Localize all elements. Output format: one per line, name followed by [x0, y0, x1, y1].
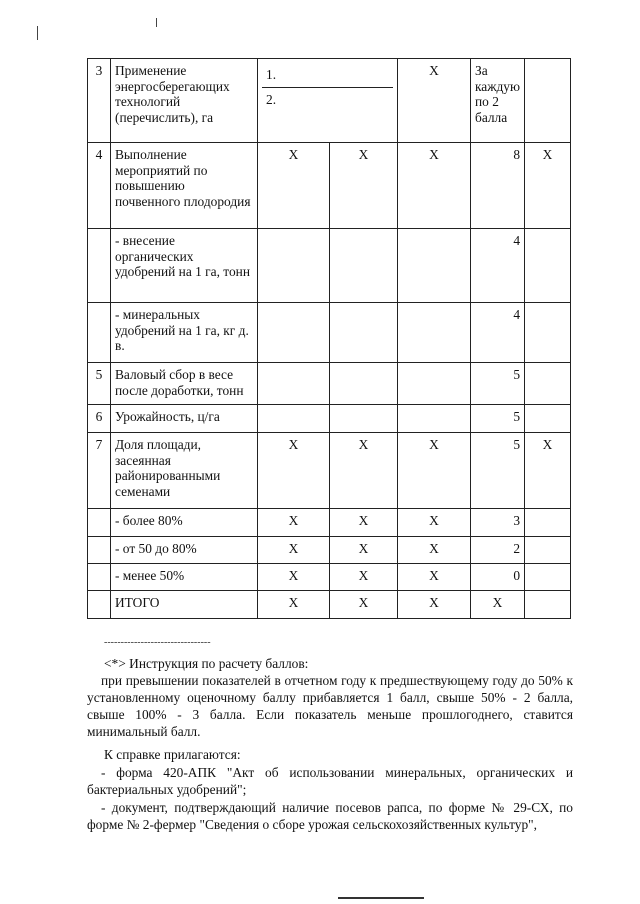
- empty-cell: [330, 229, 398, 303]
- empty-cell: [525, 303, 571, 363]
- score-cell: 5: [471, 433, 525, 509]
- indicator-name: Валовый сбор в весе после доработки, тонн: [111, 363, 258, 405]
- footnote-body: при превышении показателей в отчетном году к предшествующему году до 50% к установленному оценочному баллу прибавляется 1 балл, свыше 50% - 2 балла, свыше 100% - 3 балла. Если показатель меньше прошлогоднего, ставится минимальный балл.: [87, 673, 573, 739]
- indicator-name: Урожайность, ц/га: [111, 405, 258, 433]
- cell-x: X: [330, 537, 398, 564]
- cell-x: X: [398, 564, 471, 591]
- indicator-name: - более 80%: [111, 509, 258, 537]
- empty-cell: [330, 363, 398, 405]
- empty-cell: [525, 509, 571, 537]
- cell-x: X: [525, 433, 571, 509]
- indicator-name: ИТОГО: [111, 591, 258, 619]
- cell-x: X: [330, 591, 398, 619]
- scan-mark-top: [156, 18, 157, 27]
- empty-cell: [525, 405, 571, 433]
- cell-x: X: [258, 537, 330, 564]
- cell-x: X: [258, 564, 330, 591]
- cell-x: X: [471, 591, 525, 619]
- empty-cell: [258, 303, 330, 363]
- row-number: [88, 591, 111, 619]
- cell-x: X: [330, 564, 398, 591]
- cell-x: X: [258, 509, 330, 537]
- row-number: 6: [88, 405, 111, 433]
- technology-list-cell: [258, 59, 398, 143]
- empty-cell: [258, 405, 330, 433]
- footnote-separator: --------------------------------: [104, 637, 211, 648]
- row-number: 5: [88, 363, 111, 405]
- indicator-name: - внесение органических удобрений на 1 га, тонн: [111, 229, 258, 303]
- empty-cell: [398, 405, 471, 433]
- table-row: [88, 564, 571, 591]
- cell-x: X: [398, 143, 471, 229]
- table-row: [88, 591, 571, 619]
- scan-mark-left: [37, 26, 38, 40]
- indicator-name: Доля площади, засеянная районированными семенами: [111, 433, 258, 509]
- empty-cell: [330, 405, 398, 433]
- score-cell: 4: [471, 303, 525, 363]
- row-number: 3: [88, 59, 111, 143]
- cell-x: X: [398, 433, 471, 509]
- table-row: [88, 537, 571, 564]
- table-row: [88, 509, 571, 537]
- indicator-name: - от 50 до 80%: [111, 537, 258, 564]
- row-number: 4: [88, 143, 111, 229]
- attachment-item-1: - форма 420-АПК "Акт об использовании минеральных, органических и бактериальных удобрений";: [87, 765, 573, 797]
- cell-x: X: [258, 591, 330, 619]
- score-cell: 5: [471, 363, 525, 405]
- score-cell: 4: [471, 229, 525, 303]
- row-number: [88, 509, 111, 537]
- empty-cell: [525, 229, 571, 303]
- row-number: [88, 303, 111, 363]
- table-row: [88, 143, 571, 229]
- technology-item-1: 1.: [266, 67, 277, 82]
- technology-item-2: 2.: [262, 87, 393, 127]
- score-cell: 0: [471, 564, 525, 591]
- empty-cell: [398, 303, 471, 363]
- indicator-name: Применение энергосберегающих технологий (перечислить), га: [111, 59, 258, 143]
- cell-x: X: [398, 591, 471, 619]
- cell-x: X: [258, 143, 330, 229]
- footnote-title: <*> Инструкция по расчету баллов:: [104, 656, 309, 671]
- score-cell: За каждую по 2 балла: [471, 59, 525, 143]
- empty-cell: [525, 564, 571, 591]
- table-row: [88, 433, 571, 509]
- table-row: [88, 363, 571, 405]
- score-cell: 2: [471, 537, 525, 564]
- empty-cell: [525, 363, 571, 405]
- row-number: [88, 229, 111, 303]
- empty-cell: [258, 229, 330, 303]
- attachment-item-2: - документ, подтверждающий наличие посевов рапса, по форме № 29-СХ, по форме № 2-фермер "Сведения о сборе урожая сельскохозяйственных культур",: [87, 800, 573, 832]
- cell-x: X: [525, 143, 571, 229]
- footnote-text: [87, 672, 573, 740]
- row-number: [88, 564, 111, 591]
- cell-x: X: [398, 509, 471, 537]
- cell-x: X: [330, 433, 398, 509]
- empty-cell: [398, 363, 471, 405]
- indicator-name: Выполнение мероприятий по повышению почвенного плодородия: [111, 143, 258, 229]
- indicator-name: - менее 50%: [111, 564, 258, 591]
- score-cell: 5: [471, 405, 525, 433]
- table-row: [88, 229, 571, 303]
- empty-cell: [330, 303, 398, 363]
- cell-x: X: [330, 509, 398, 537]
- cell-x: X: [398, 537, 471, 564]
- row-number: 7: [88, 433, 111, 509]
- cell-x: X: [330, 143, 398, 229]
- attachments-title: К справке прилагаются:: [104, 747, 241, 762]
- empty-cell: [525, 537, 571, 564]
- empty-cell: [258, 363, 330, 405]
- empty-cell: [525, 591, 571, 619]
- scoring-table: [87, 58, 571, 619]
- cell-x: X: [398, 59, 471, 143]
- empty-cell: [398, 229, 471, 303]
- indicator-name: - минеральных удобрений на 1 га, кг д. в.: [111, 303, 258, 363]
- empty-cell: [525, 59, 571, 143]
- score-cell: 3: [471, 509, 525, 537]
- row-number: [88, 537, 111, 564]
- score-cell: 8: [471, 143, 525, 229]
- table-row: [88, 303, 571, 363]
- table-row: [88, 405, 571, 433]
- table-row: [88, 59, 571, 143]
- page-bottom-rule: [338, 897, 424, 899]
- cell-x: X: [258, 433, 330, 509]
